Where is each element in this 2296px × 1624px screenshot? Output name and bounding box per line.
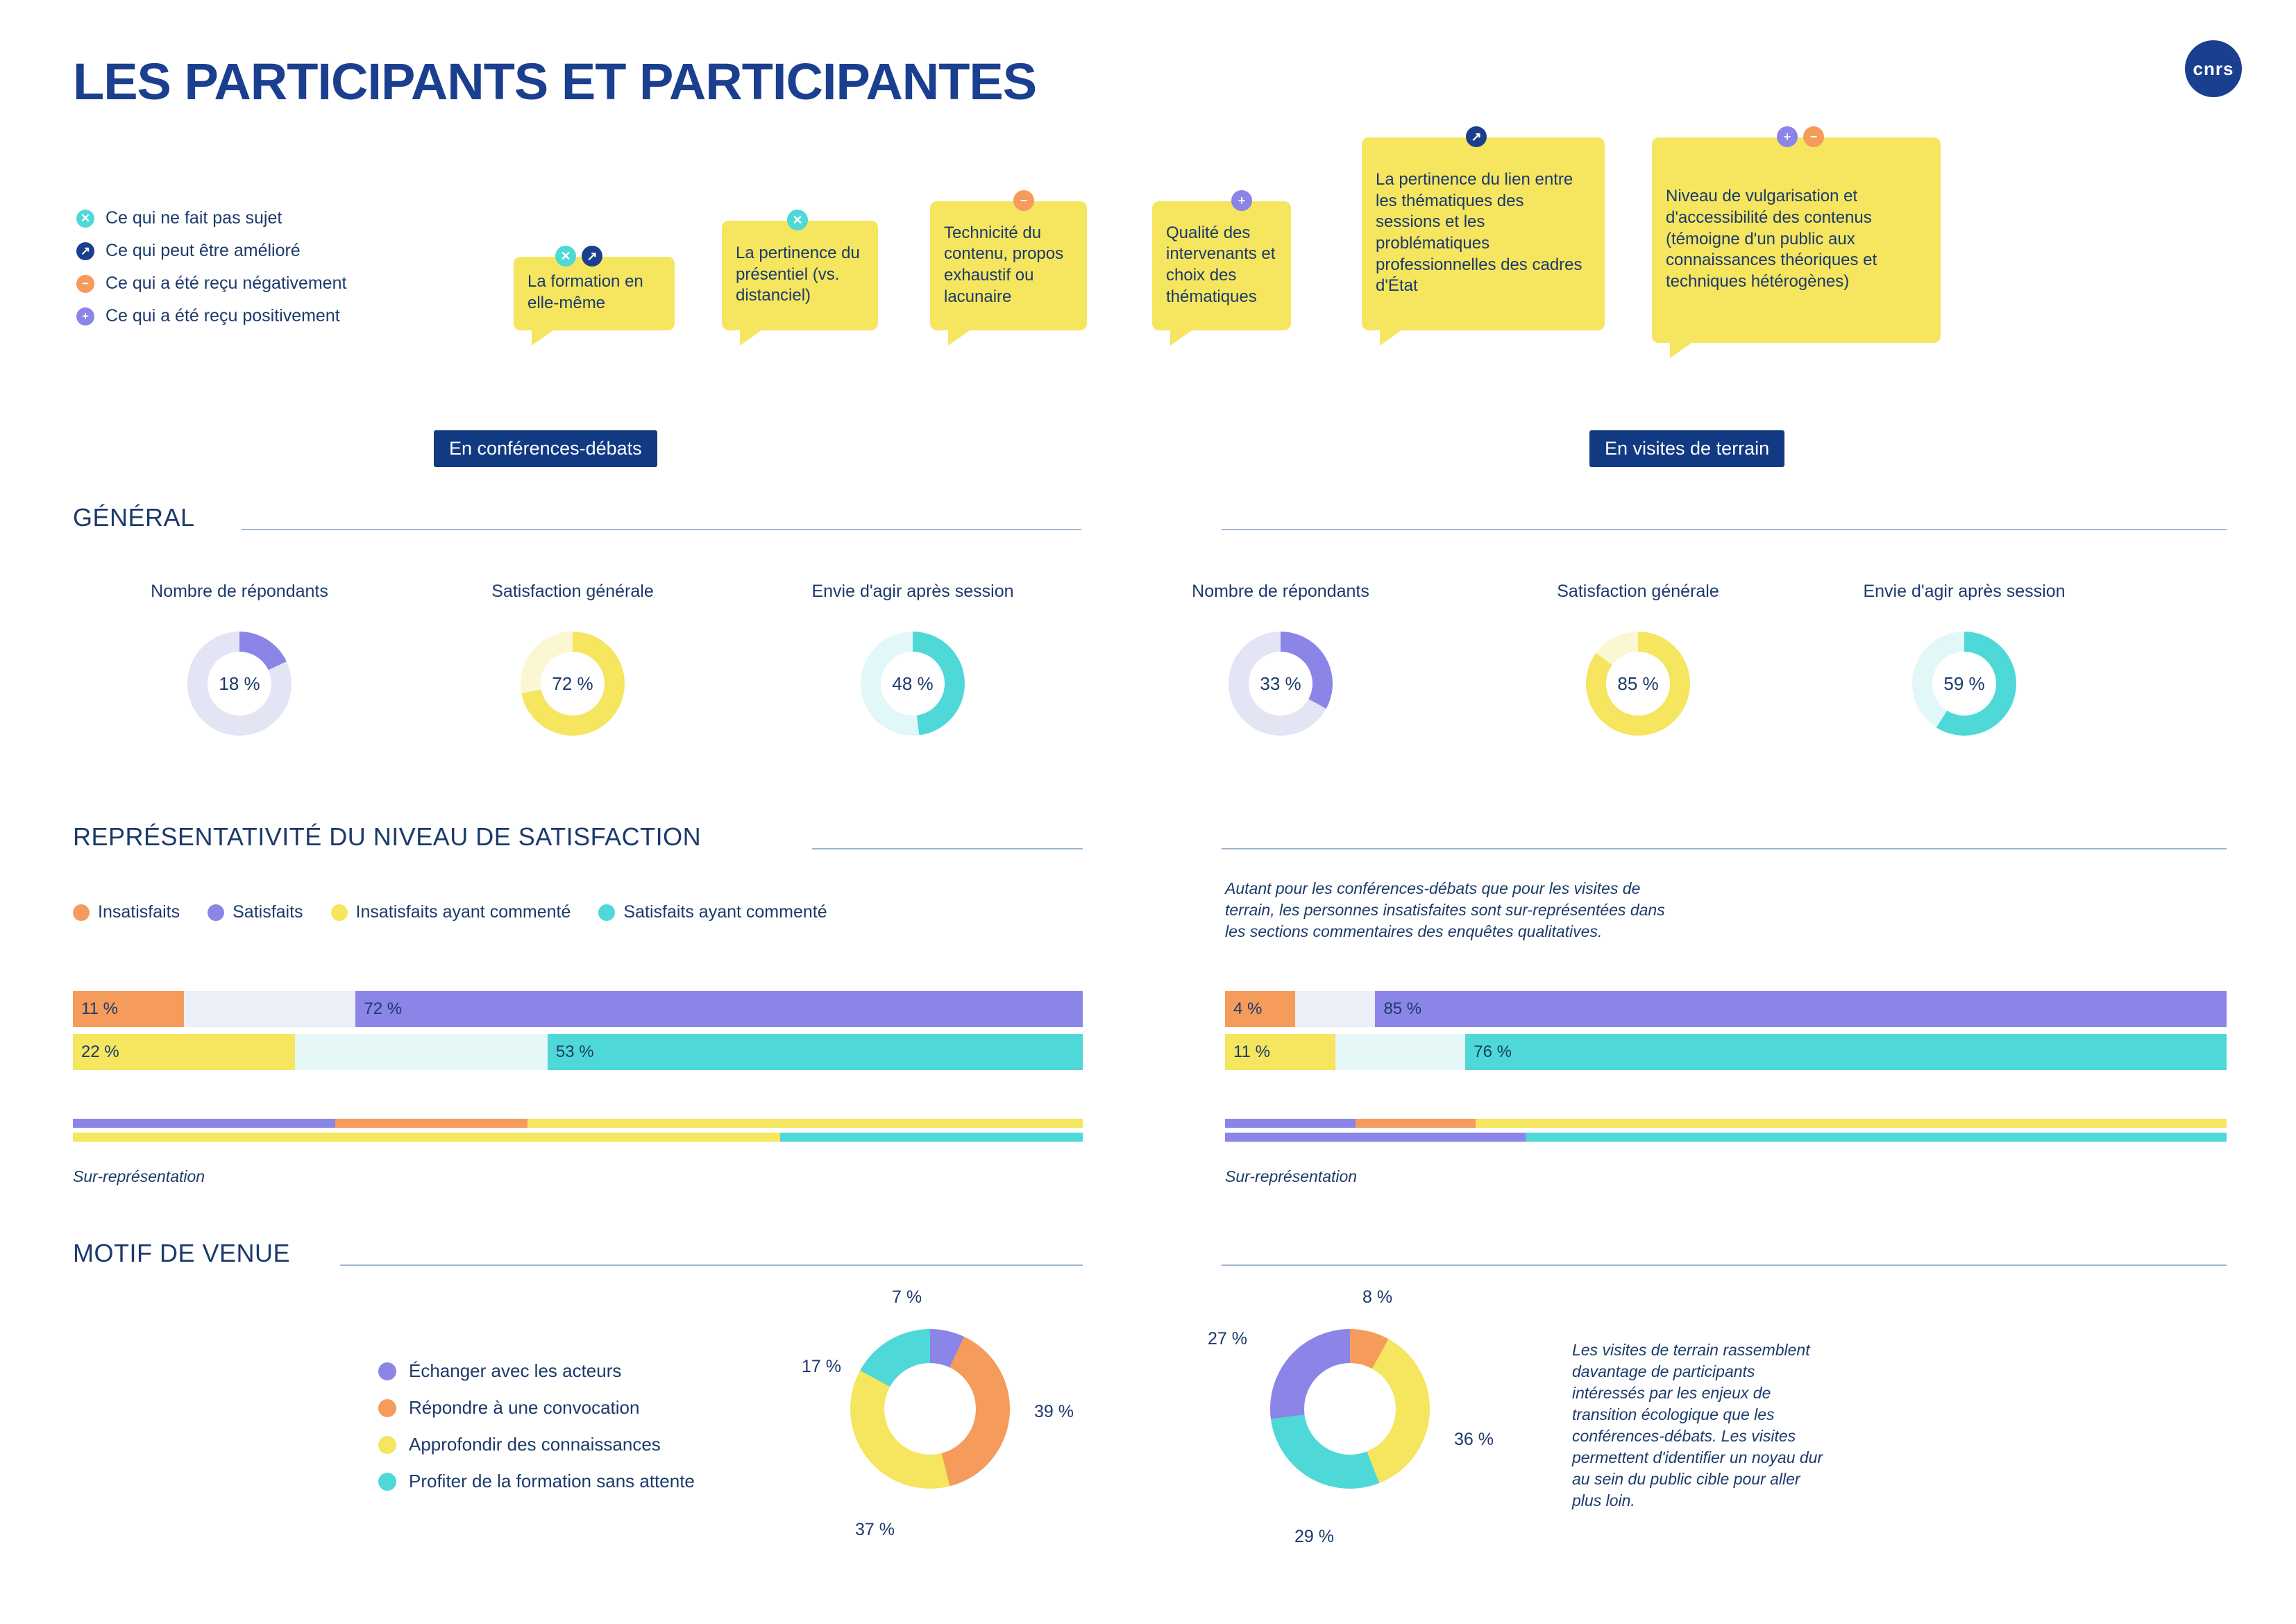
bubble-tags: [1777, 126, 1824, 147]
page-title: LES PARTICIPANTS ET PARTICIPANTES: [73, 53, 1037, 110]
section-title-motif: MOTIF DE VENUE: [73, 1239, 291, 1267]
bar-row-commentes-visites: [1225, 1034, 2227, 1070]
bar-value: 22 %: [81, 1042, 119, 1061]
legend-item-label: Ce qui peut être amélioré: [105, 241, 301, 260]
color-swatch: [331, 904, 348, 921]
stripe-segment: [73, 1133, 780, 1142]
color-swatch: [378, 1399, 396, 1417]
bar-value: 11 %: [1233, 1042, 1270, 1061]
donut-value: 18 %: [208, 652, 271, 716]
bubble-text: Technicité du contenu, propos exhaustif ou lacunaire: [944, 223, 1064, 306]
banner-visites: En visites de terrain: [1589, 430, 1784, 467]
motif-value-visites-profiter: 29 %: [1294, 1527, 1334, 1546]
bar-gap: [1335, 1034, 1466, 1070]
rep-legend-label: Insatisfaits: [98, 902, 180, 922]
section-rule: [812, 848, 1083, 849]
representativity-legend: [73, 902, 845, 922]
section-rule: [1222, 1264, 2227, 1266]
motif-value-conf-profiter: 17 %: [802, 1357, 841, 1376]
bubble-tags: [1466, 126, 1487, 147]
bar-row-satisfaits-conf: [73, 991, 1083, 1027]
surrepresentation-stripe-visites-2: [1225, 1133, 2227, 1142]
bar-segment-satisfaits: [355, 991, 1083, 1027]
comment-bubble-5: [1362, 130, 1605, 330]
surrepresentation-label-conf: Sur-représentation: [73, 1167, 205, 1185]
comment-bubble-3: [930, 194, 1087, 330]
minus-icon: −: [76, 275, 94, 293]
comment-bubble-1: [514, 249, 675, 330]
bar-row-satisfaits-visites: [1225, 991, 2227, 1027]
color-swatch: [378, 1473, 396, 1491]
bar-value: 53 %: [555, 1042, 594, 1061]
surrepresentation-stripe-conf: [73, 1119, 1083, 1128]
donut-hole: [1304, 1363, 1396, 1455]
motif-legend-item: [378, 1471, 695, 1492]
donut-value: 33 %: [1249, 652, 1312, 716]
motif-legend-item: [378, 1434, 695, 1455]
bubble-text: Niveau de vulgarisation et d'accessibilité des contenus (témoigne d'un public aux connaissances théoriques et techniques hétérogènes): [1666, 187, 1877, 291]
kpi-label-envie: Envie d'agir après session: [811, 582, 1014, 601]
color-swatch: [378, 1362, 396, 1380]
stripe-segment: [1356, 1119, 1476, 1128]
arrow-up-right-icon: ↗: [1466, 126, 1487, 147]
section-title-general: GÉNÉRAL: [73, 503, 195, 532]
minus-icon: −: [1803, 126, 1824, 147]
motif-legend: [378, 1360, 695, 1507]
legend-item: [76, 273, 346, 294]
rep-legend-label: Insatisfaits ayant commenté: [355, 902, 571, 922]
motif-legend-item: [378, 1360, 695, 1382]
donut-envie-conf: [861, 632, 965, 736]
comment-bubble-2: [722, 213, 878, 330]
stripe-segment: [73, 1119, 335, 1128]
rep-legend-item: [598, 902, 827, 922]
legend-item: [76, 241, 346, 261]
kpi-label-satisfaction: Satisfaction générale: [1557, 582, 1719, 601]
bar-gap: [184, 991, 355, 1027]
stripe-segment: [1225, 1119, 1356, 1128]
motif-note: Les visites de terrain rassemblent davantage de participants intéressés par les enjeux de transition écologique que les conférences-débats. Les visites permettent d'identifier un noyau dur au sein du public cible pour aller plus loin.: [1572, 1341, 1823, 1510]
bar-segment-insatisfaits-commentes: [1225, 1034, 1335, 1070]
motif-legend-label: Répondre à une convocation: [409, 1397, 640, 1418]
bubble-text: La pertinence du lien entre les thématiques des sessions et les problématiques professionnelles des cadres d'État: [1376, 169, 1582, 296]
donut-satisfaction-visites: [1586, 632, 1690, 736]
motif-legend-label: Approfondir des connaissances: [409, 1434, 661, 1455]
motif-value-visites-echanger: 27 %: [1208, 1329, 1247, 1348]
surrepresentation-stripe-visites: [1225, 1119, 2227, 1128]
donut-value: 59 %: [1932, 652, 1996, 716]
stripe-segment: [335, 1119, 527, 1128]
donut-hole: [884, 1363, 976, 1455]
legend-item-label: Ce qui a été reçu négativement: [105, 273, 347, 293]
rep-legend-item: [73, 902, 180, 922]
arrow-up-right-icon: ↗: [582, 246, 602, 267]
bar-segment-satisfaits: [1375, 991, 2227, 1027]
donut-repondants-conf: [187, 632, 292, 736]
section-rule: [1222, 529, 2227, 530]
stripe-segment: [1225, 1133, 1526, 1142]
surrepresentation-label-visites: Sur-représentation: [1225, 1167, 1358, 1185]
bubble-tags: [787, 210, 808, 230]
surrepresentation-stripe-conf-2: [73, 1133, 1083, 1142]
section-rule: [340, 1264, 1083, 1266]
rep-legend-item: [331, 902, 571, 922]
rep-legend-label: Satisfaits: [233, 902, 303, 922]
section-rule: [242, 529, 1081, 530]
comment-bubble-6: [1652, 130, 1941, 343]
banner-conferences: En conférences-débats: [434, 430, 657, 467]
bubble-text: La formation en elle-même: [527, 272, 643, 312]
motif-value-conf-approfondir: 37 %: [855, 1520, 895, 1539]
donut-satisfaction-conf: [521, 632, 625, 736]
donut-value: 85 %: [1606, 652, 1670, 716]
plus-icon: +: [1231, 190, 1252, 211]
donut-value: 72 %: [541, 652, 605, 716]
color-swatch: [378, 1436, 396, 1454]
symbol-legend: [76, 208, 346, 339]
bar-segment-satisfaits-commentes: [548, 1034, 1083, 1070]
bar-value: 76 %: [1474, 1042, 1512, 1061]
bubble-text: La pertinence du présentiel (vs. distanciel): [736, 243, 860, 305]
section-rule: [1222, 848, 2227, 849]
donut-repondants-visites: [1229, 632, 1333, 736]
legend-item: [76, 306, 346, 326]
cross-icon: ✕: [555, 246, 576, 267]
motif-donut-conf: [850, 1329, 1010, 1489]
legend-item: [76, 208, 346, 228]
motif-value-conf-convocation: 39 %: [1034, 1402, 1074, 1421]
cnrs-logo: cnrs: [2185, 40, 2242, 97]
bubble-text: Qualité des intervenants et choix des thématiques: [1166, 223, 1276, 306]
motif-donut-visites: [1270, 1329, 1430, 1489]
legend-item-label: Ce qui a été reçu positivement: [105, 306, 340, 325]
bar-gap: [1295, 991, 1375, 1027]
stripe-segment: [780, 1133, 1083, 1142]
stripe-segment: [527, 1119, 1083, 1128]
cross-icon: ✕: [76, 210, 94, 228]
bubble-tags: [1231, 190, 1252, 211]
bubble-tags: [1013, 190, 1034, 211]
rep-legend-item: [208, 902, 303, 922]
kpi-label-envie: Envie d'agir après session: [1863, 582, 2066, 601]
donut-envie-visites: [1912, 632, 2016, 736]
bubble-tags: [555, 246, 602, 267]
bar-value: 11 %: [81, 999, 118, 1018]
motif-legend-item: [378, 1397, 695, 1419]
section-title-representativite: REPRÉSENTATIVITÉ DU NIVEAU DE SATISFACTION: [73, 822, 702, 851]
comment-bubble-4: [1152, 194, 1291, 330]
color-swatch: [598, 904, 615, 921]
minus-icon: −: [1013, 190, 1034, 211]
color-swatch: [208, 904, 224, 921]
plus-icon: +: [1777, 126, 1798, 147]
stripe-segment: [1476, 1119, 2227, 1128]
cross-icon: ✕: [787, 210, 808, 230]
motif-value-conf-echanger: 7 %: [892, 1287, 922, 1307]
bar-segment-insatisfaits-commentes: [73, 1034, 295, 1070]
arrow-up-right-icon: ↗: [76, 242, 94, 260]
kpi-label-repondants: Nombre de répondants: [151, 582, 328, 601]
plus-icon: +: [76, 307, 94, 325]
motif-value-visites-convocation: 8 %: [1362, 1287, 1393, 1307]
representativity-note: Autant pour les conférences-débats que pour les visites de terrain, les personnes insatisfaites sont sur-représentées dans les sections commentaires des enquêtes qualitatives.: [1225, 879, 1665, 941]
bar-value: 85 %: [1383, 999, 1422, 1018]
kpi-label-satisfaction: Satisfaction générale: [491, 582, 654, 601]
rep-legend-label: Satisfaits ayant commenté: [623, 902, 827, 922]
bar-value: 4 %: [1233, 999, 1263, 1018]
motif-value-visites-approfondir: 36 %: [1454, 1430, 1494, 1449]
bar-gap: [295, 1034, 548, 1070]
bar-segment-insatisfaits: [1225, 991, 1295, 1027]
bar-segment-satisfaits-commentes: [1465, 1034, 2227, 1070]
color-swatch: [73, 904, 90, 921]
kpi-label-repondants: Nombre de répondants: [1192, 582, 1369, 601]
motif-legend-label: Échanger avec les acteurs: [409, 1360, 622, 1381]
bar-segment-insatisfaits: [73, 991, 184, 1027]
bar-row-commentes-conf: [73, 1034, 1083, 1070]
motif-legend-label: Profiter de la formation sans attente: [409, 1471, 695, 1491]
donut-value: 48 %: [881, 652, 945, 716]
bar-value: 72 %: [364, 999, 403, 1018]
stripe-segment: [1526, 1133, 2227, 1142]
legend-item-label: Ce qui ne fait pas sujet: [105, 208, 282, 228]
